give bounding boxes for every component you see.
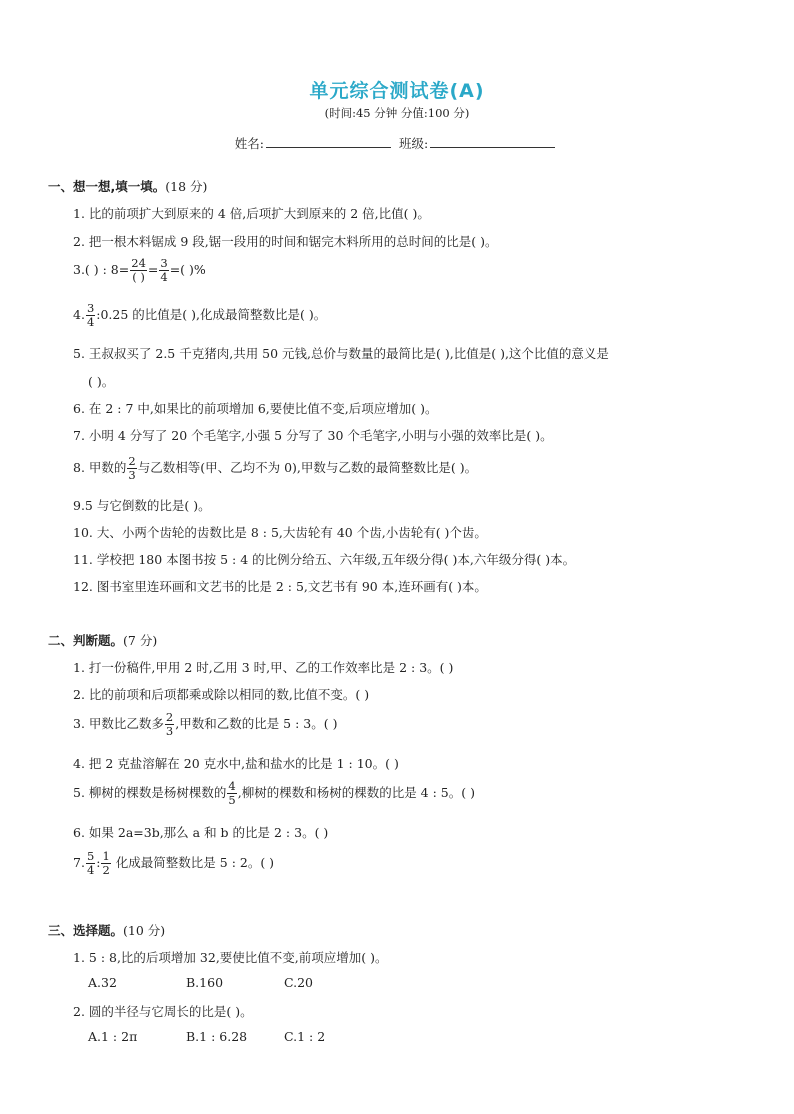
fraction-denominator: 4 — [160, 270, 168, 284]
s2-question-3 — [73, 711, 337, 738]
s2-question-1: 1. 打一份稿件,甲用 2 时,乙用 3 时,甲、乙的工作效率比是 2 : 3。( ) — [73, 660, 454, 675]
section-3-title: 三、选择题。 — [48, 923, 124, 938]
s1-q3-fraction-2 — [159, 257, 168, 284]
s1-q4-text-a: 4. — [73, 307, 85, 322]
s1-question-2: 2. 把一根木料锯成 9 段,锯一段用的时间和锯完木料所用的总时间的比是( )。 — [73, 234, 498, 249]
option-b[interactable]: B.1 : 6.28 — [186, 1029, 248, 1044]
fraction-denominator: 3 — [128, 468, 136, 482]
s3-question-1-options — [88, 975, 382, 990]
option-c[interactable]: C.20 — [284, 975, 313, 990]
fraction-numerator: 24 — [131, 256, 146, 270]
section-1-heading — [48, 177, 207, 195]
s1-q3-fraction-1 — [130, 257, 147, 284]
fraction-numerator: 4 — [228, 779, 236, 793]
page-title: 单元综合测试卷(A) — [309, 80, 485, 102]
class-label: 班级: — [398, 136, 429, 151]
option-a[interactable]: A.1 : 2π — [88, 1029, 138, 1044]
s3-question-2-options — [88, 1029, 382, 1044]
option-c[interactable]: C.1 : 2 — [284, 1029, 326, 1044]
s1-question-3 — [73, 257, 206, 284]
s1-question-10: 10. 大、小两个齿轮的齿数比是 8 : 5,大齿轮有 40 个齿,小齿轮有( )个齿。 — [73, 525, 487, 540]
name-label: 姓名: — [234, 136, 264, 151]
s1-q3-equals: = — [147, 262, 159, 277]
s2-question-6: 6. 如果 2a=3b,那么 a 和 b 的比是 2 : 3。( ) — [73, 825, 329, 840]
name-blank[interactable] — [266, 135, 391, 148]
s1-question-4 — [73, 302, 326, 329]
option-b[interactable]: B.160 — [186, 975, 224, 990]
s1-q3-text-b: =( )% — [169, 262, 206, 277]
s2-q7-fraction-2 — [101, 850, 110, 877]
s2-q5-text-b: ,柳树的棵数和杨树的棵数的比是 4 : 5。( ) — [237, 785, 475, 800]
s2-q7-fraction-1 — [86, 850, 95, 877]
s2-q3-text-a: 3. 甲数比乙数多 — [73, 716, 164, 731]
s1-question-9: 9.5 与它倒数的比是( )。 — [73, 498, 211, 513]
s1-q8-fraction — [127, 455, 136, 482]
section-3-points: (10 分) — [123, 923, 166, 938]
section-1-points: (18 分) — [165, 179, 208, 194]
s1-q4-text-b: :0.25 的比值是( ),化成最简整数比是( )。 — [96, 307, 327, 322]
section-2-points: (7 分) — [123, 633, 158, 648]
fraction-denominator: 2 — [102, 863, 110, 877]
option-a[interactable]: A.32 — [88, 975, 117, 990]
s1-question-8 — [73, 455, 477, 482]
s2-question-2: 2. 比的前项和后项都乘或除以相同的数,比值不变。( ) — [73, 687, 370, 702]
fraction-numerator: 2 — [165, 710, 174, 724]
fraction-numerator: 1 — [102, 849, 110, 863]
section-2-heading — [48, 631, 157, 649]
fraction-numerator: 2 — [128, 454, 136, 468]
fraction-denominator: 4 — [86, 315, 95, 329]
s1-q8-text-b: 与乙数相等(甲、乙均不为 0),甲数与乙数的最简整数比是( )。 — [137, 460, 478, 475]
s2-q3-fraction — [165, 711, 174, 738]
s2-question-4: 4. 把 2 克盐溶解在 20 克水中,盐和盐水的比是 1 : 10。( ) — [73, 756, 399, 771]
fraction-denominator: 4 — [86, 863, 95, 877]
s1-q8-text-a: 8. 甲数的 — [73, 460, 127, 475]
section-3-heading — [48, 921, 165, 939]
fraction-denominator: 5 — [228, 793, 236, 807]
s1-question-6: 6. 在 2 : 7 中,如果比的前项增加 6,要使比值不变,后项应增加( )。 — [73, 401, 438, 416]
exam-time-score: (时间:45 分钟 分值:100 分) — [324, 106, 470, 120]
s1-question-1: 1. 比的前项扩大到原来的 4 倍,后项扩大到原来的 2 倍,比值( )。 — [73, 206, 430, 221]
section-2-title: 二、判断题。 — [48, 633, 124, 648]
fraction-denominator: ( ) — [132, 270, 145, 284]
s1-q3-text-a: 3.( ) : 8= — [73, 262, 130, 277]
s2-q7-colon: : — [96, 855, 101, 870]
s1-question-7: 7. 小明 4 分写了 20 个毛笔字,小强 5 分写了 30 个毛笔字,小明与小强的效率比是( )。 — [73, 428, 553, 443]
s2-question-5 — [73, 780, 475, 807]
name-class-row — [0, 134, 794, 152]
s3-question-2: 2. 圆的半径与它周长的比是( )。 — [73, 1004, 253, 1019]
s1-q4-fraction — [86, 302, 95, 329]
s2-question-7 — [73, 850, 274, 877]
fraction-numerator: 5 — [86, 849, 95, 863]
s2-q7-text-a: 7. — [73, 855, 85, 870]
fraction-numerator: 3 — [160, 256, 168, 270]
s2-q7-text-b: 化成最简整数比是 5 : 2。( ) — [115, 855, 275, 870]
s3-question-1: 1. 5 : 8,比的后项增加 32,要使比值不变,前项应增加( )。 — [73, 950, 388, 965]
s2-q5-text-a: 5. 柳树的棵数是杨树棵数的 — [73, 785, 227, 800]
s1-question-11: 11. 学校把 180 本图书按 5 : 4 的比例分给五、六年级,五年级分得( )本,六年级分得( )本。 — [73, 552, 576, 567]
s1-question-5-continued: ( )。 — [88, 374, 115, 389]
s1-question-5: 5. 王叔叔买了 2.5 千克猪肉,共用 50 元钱,总价与数量的最简比是( ),比值是( ),这个比值的意义是 — [73, 346, 609, 361]
s2-q3-text-b: ,甲数和乙数的比是 5 : 3。( ) — [175, 716, 338, 731]
s2-q5-fraction — [227, 780, 236, 807]
class-blank[interactable] — [430, 135, 555, 148]
section-1-title: 一、想一想,填一填。 — [48, 179, 166, 194]
fraction-denominator: 3 — [165, 724, 174, 738]
fraction-numerator: 3 — [86, 301, 95, 315]
s1-question-12: 12. 图书室里连环画和文艺书的比是 2 : 5,文艺书有 90 本,连环画有( )本。 — [73, 579, 487, 594]
